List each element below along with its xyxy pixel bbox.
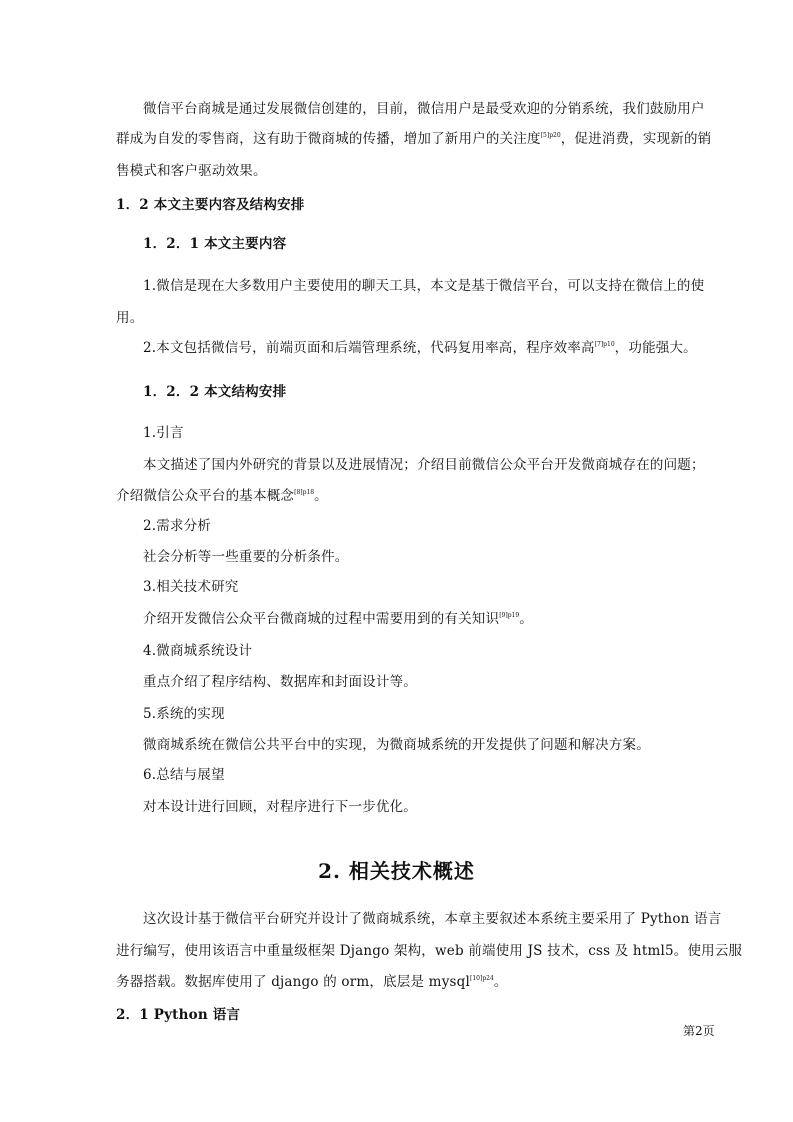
- chapter-intro-line-2: 进行编写，使用该语言中重量级框架 Django 架构，web 前端使用 JS 技术，css 及 html5。使用云服: [116, 943, 743, 959]
- structure-item-desc: 重点介绍了程序结构、数据库和封面设计等。: [143, 674, 417, 690]
- content-item-1-line-2: 用。: [116, 310, 144, 326]
- content-item-2-text: 2.本文包括微信号，前端页面和后端管理系统，代码复用率高，程序效率高: [143, 340, 595, 356]
- chapter-intro-line-3: [116, 973, 508, 991]
- structure-item-desc: [143, 610, 533, 628]
- section-heading-2-1: 2．1 Python 语言: [116, 1007, 241, 1023]
- intro-line-3: 售模式和客户驱动效果。: [116, 163, 267, 179]
- chapter-title: 2. 相关技术概述: [318, 859, 475, 883]
- structure-item-desc-text: 介绍微信公众平台的基本概念: [116, 488, 295, 504]
- chapter-intro-line-3-text: 务器搭载。数据库使用了 django 的 orm，底层是 mysql: [116, 974, 471, 990]
- citation: [7]p10: [594, 341, 615, 348]
- structure-item-desc: 社会分析等一些重要的分析条件。: [143, 549, 349, 565]
- intro-line-1: 微信平台商城是通过发展微信创建的，目前，微信用户是最受欢迎的分销系统，我们鼓励用户: [143, 101, 705, 117]
- intro-line-2: [116, 130, 711, 148]
- citation: [5]p20: [540, 132, 561, 139]
- citation: [8]p18: [294, 489, 315, 496]
- structure-item-title: 2.需求分析: [143, 518, 212, 534]
- section-heading-1-2-2: 1．2．2 本文结构安排: [143, 384, 287, 400]
- section-heading-1-2-1: 1．2．1 本文主要内容: [143, 236, 287, 252]
- structure-item-desc: 对本设计进行回顾，对程序进行下一步优化。: [143, 799, 417, 815]
- structure-item-desc-text: 介绍开发微信公众平台微商城的过程中需要用到的有关知识: [143, 611, 500, 627]
- structure-item-desc-tail: 。: [519, 611, 533, 627]
- structure-item-title: 6.总结与展望: [143, 767, 225, 783]
- structure-item-title: 4.微商城系统设计: [143, 643, 253, 659]
- citation: [10]p24: [470, 975, 494, 982]
- structure-item-desc-line-2: [116, 487, 328, 505]
- structure-item-desc: 微商城系统在微信公共平台中的实现，为微商城系统的开发提供了问题和解决方案。: [143, 737, 650, 753]
- structure-item-title: 1.引言: [143, 425, 184, 441]
- page-number: 第2页: [683, 1024, 715, 1038]
- chapter-intro-line-1: 这次设计基于微信平台研究并设计了微商城系统，本章主要叙述本系统主要采用了 Python 语言: [143, 911, 722, 927]
- structure-item-desc-line-1: 本文描述了国内外研究的背景以及进展情况；介绍目前微信公众平台开发微商城存在的问题；: [143, 457, 705, 473]
- intro-line-2-text: 群成为自发的零售商，这有助于微商城的传播，增加了新用户的关注度: [116, 131, 541, 147]
- section-heading-1-2: 1．2 本文主要内容及结构安排: [116, 197, 305, 213]
- structure-item-title: 3.相关技术研究: [143, 579, 239, 595]
- structure-item-desc-tail: 。: [314, 488, 328, 504]
- content-item-2: [143, 339, 697, 357]
- content-item-2-tail: ，功能强大。: [614, 340, 697, 356]
- structure-item-title: 5.系统的实现: [143, 706, 225, 722]
- citation: [9]p19: [499, 612, 520, 619]
- intro-line-2-tail: ，促进消费，实现新的销: [560, 131, 712, 147]
- chapter-intro-line-3-tail: 。: [493, 974, 508, 990]
- content-item-1-line-1: 1.微信是现在大多数用户主要使用的聊天工具，本文是基于微信平台，可以支持在微信上的使: [143, 278, 705, 294]
